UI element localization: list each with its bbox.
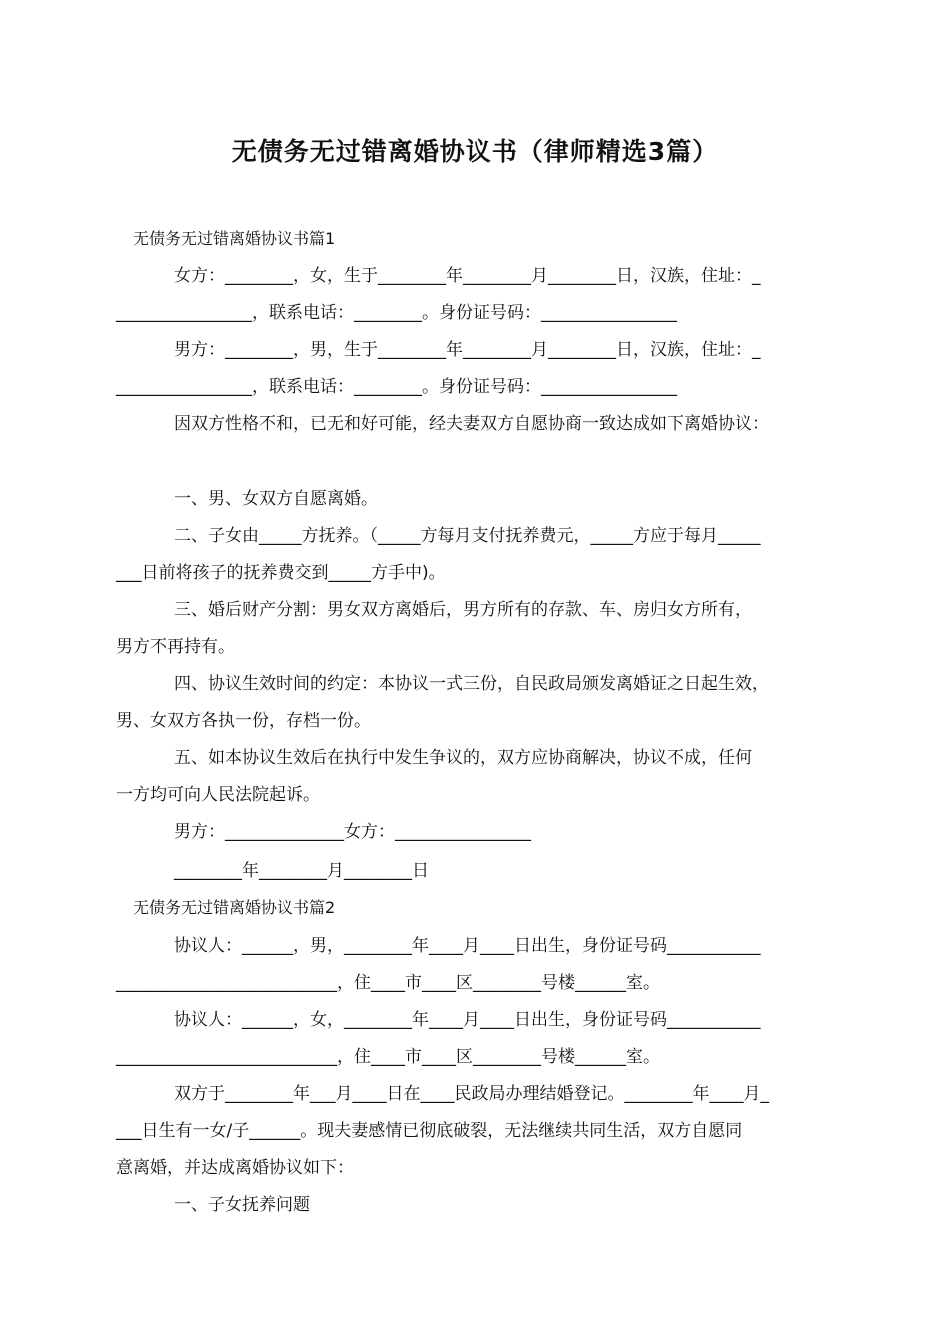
- party-b-address: __________________________，住____市____区________号楼______室。: [116, 1047, 660, 1067]
- marriage-registration: 双方于________年___月____日在____民政局办理结婚登记。________年____月_: [174, 1084, 769, 1104]
- female-party-contact: ________________，联系电话：________。身份证号码：________________: [116, 303, 677, 323]
- agreement-intro: 因双方性格不和，已无和好可能，经夫妻双方自愿协商一致达成如下离婚协议：: [174, 414, 769, 434]
- party-b-line: 协议人：______，女，________年____月____日出生，身份证号码___________: [174, 1010, 761, 1030]
- clause-5-cont: 一方均可向人民法院起诉。: [116, 785, 320, 805]
- clause-2-cont: ___日前将孩子的抚养费交到_____方手中)。: [116, 563, 446, 583]
- signature-line: 男方：______________女方：________________: [174, 822, 531, 842]
- clause-4: 四、协议生效时间的约定：本协议一式三份，自民政局颁发离婚证之日起生效，: [174, 674, 769, 694]
- section-heading-2: 无债务无过错离婚协议书篇2: [133, 898, 336, 917]
- male-party-contact: ________________，联系电话：________。身份证号码：________________: [116, 377, 677, 397]
- female-party-line: 女方：________，女，生于________年________月________日，汉族，住址：_: [174, 266, 761, 286]
- agreement-intro-2: 意离婚，并达成离婚协议如下：: [116, 1158, 354, 1178]
- clause-1: 一、男、女双方自愿离婚。: [174, 489, 378, 509]
- clause-3-cont: 男方不再持有。: [116, 637, 235, 657]
- clause-3: 三、婚后财产分割：男女双方离婚后，男方所有的存款、车、房归女方所有，: [174, 600, 752, 620]
- clause-2: 二、子女由_____方抚养。（_____方每月支付抚养费元，_____方应于每月_____: [174, 526, 761, 546]
- clause-4-cont: 男、女双方各执一份，存档一份。: [116, 711, 371, 731]
- clause-5: 五、如本协议生效后在执行中发生争议的，双方应协商解决，协议不成，任何: [174, 748, 752, 768]
- party-a-line: 协议人：______，男，________年____月____日出生，身份证号码___________: [174, 936, 761, 956]
- section-heading-1: 无债务无过错离婚协议书篇1: [133, 229, 336, 248]
- document-title: 无债务无过错离婚协议书（律师精选3篇）: [231, 137, 719, 166]
- subsection-child-custody: 一、子女抚养问题: [174, 1195, 310, 1215]
- date-line: ________年________月________日: [174, 861, 429, 881]
- child-birth-line: ___日生有一女/子______。现夫妻感情已彻底破裂，无法继续共同生活，双方自愿同: [116, 1121, 743, 1141]
- male-party-line: 男方：________，男，生于________年________月________日，汉族，住址：_: [174, 340, 761, 360]
- party-a-address: __________________________，住____市____区________号楼______室。: [116, 973, 660, 993]
